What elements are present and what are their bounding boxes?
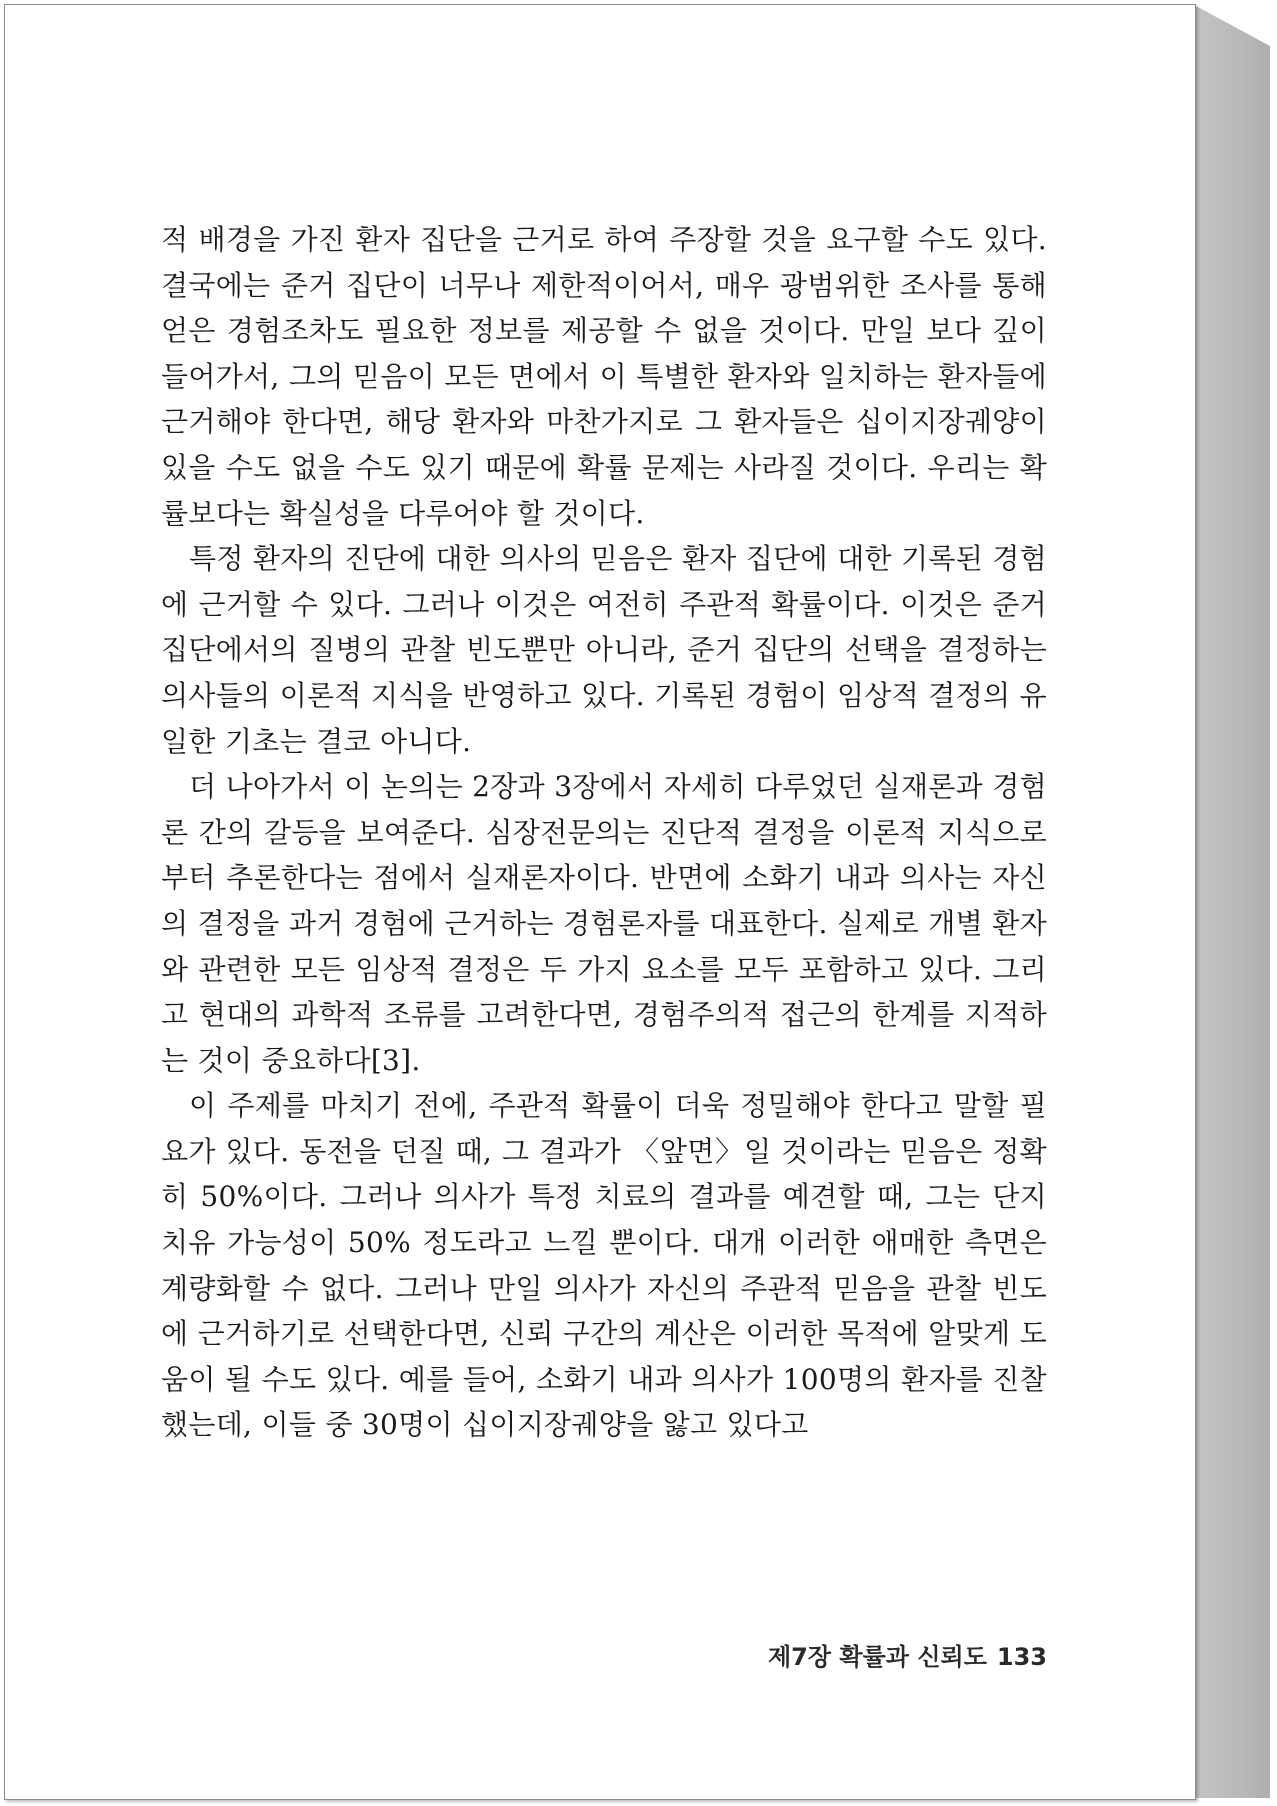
paragraph-4: 이 주제를 마치기 전에, 주관적 확률이 더욱 정밀해야 한다고 말할 필요가 있다. 동전을 던질 때, 그 결과가 〈앞면〉일 것이라는 믿음은 정확히 50%이다. 그러나 의사가 특정 치료의 결과를 예견할 때, 그는 단지 치유 가능성이 50% 정도라고 느낄 뿐이다. 대개 이러한 애매한 측면은 계량화할 수 없다. 그러나 만일 의사가 자신의 주관적 믿음을 관찰 빈도에 근거하기로 선택한다면, 신뢰 구간의 계산은 이러한 목적에 알맞게 도움이 될 수도 있다. 예를 들어, 소화기 내과 의사가 100명의 환자를 진찰했는데, 이들 중 30명이 십이지장궤양을 앓고 있다고	[161, 1089, 1047, 1442]
book-page	[4, 4, 1196, 1800]
page-footer	[705, 1637, 1047, 1672]
paragraph-1: 적 배경을 가진 환자 집단을 근거로 하여 주장할 것을 요구할 수도 있다. 결국에는 준거 집단이 너무나 제한적이어서, 매우 광범위한 조사를 통해 얻은 경험조차도 필요한 정보를 제공할 수 없을 것이다. 만일 보다 깊이 들어가서, 그의 믿음이 모든 면에서 이 특별한 환자와 일치하는 환자들에 근거해야 한다면, 해당 환자와 마찬가지로 그 환자들은 십이지장궤양이 있을 수도 없을 수도 있기 때문에 확률 문제는 사라질 것이다. 우리는 확률보다는 확실성을 다루어야 할 것이다.	[161, 223, 1047, 530]
paragraph-2: 특정 환자의 진단에 대한 의사의 믿음은 환자 집단에 대한 기록된 경험에 근거할 수 있다. 그러나 이것은 여전히 주관적 확률이다. 이것은 준거 집단에서의 질병의 관찰 빈도뿐만 아니라, 준거 집단의 선택을 결정하는 의사들의 이론적 지식을 반영하고 있다. 기록된 경험이 임상적 결정의 유일한 기초는 결코 아니다.	[161, 542, 1047, 758]
body-text	[161, 217, 1047, 1448]
paragraph-3: 더 나아가서 이 논의는 2장과 3장에서 자세히 다루었던 실재론과 경험론 간의 갈등을 보여준다. 심장전문의는 진단적 결정을 이론적 지식으로부터 추론한다는 점에서 실재론자이다. 반면에 소화기 내과 의사는 자신의 결정을 과거 경험에 근거하는 경험론자를 대표한다. 실제로 개별 환자와 관련한 모든 임상적 결정은 두 가지 요소를 모두 포함하고 있다. 그리고 현대의 과학적 조류를 고려한다면, 경험주의적 접근의 한계를 지적하는 것이 중요하다[3].	[161, 770, 1047, 1077]
book-side-edge	[1196, 6, 1270, 1798]
running-chapter-title: 제7장 확률과 신뢰도	[768, 1643, 987, 1671]
page-number: 133	[996, 1643, 1047, 1671]
